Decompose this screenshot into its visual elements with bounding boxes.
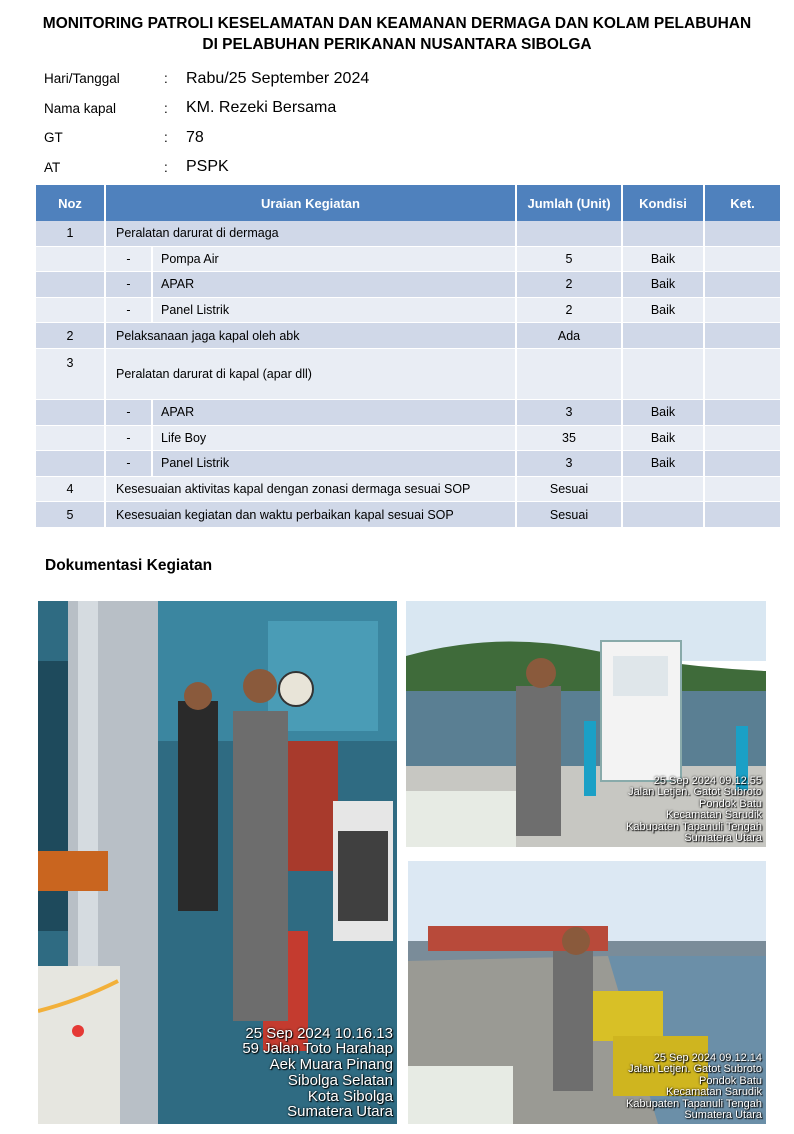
info-row-date <box>44 64 369 94</box>
cell-jumlah: Sesuai <box>517 502 623 528</box>
header-no: Noz <box>36 185 106 221</box>
info-colon: : <box>164 159 168 175</box>
title-line-2: DI PELABUHAN PERIKANAN NUSANTARA SIBOLGA <box>202 36 592 53</box>
cell-item: Peralatan darurat di kapal (apar dll) <box>106 349 517 400</box>
stamp-line: 25 Sep 2024 09.12.55 <box>653 774 762 787</box>
header-kondisi: Kondisi <box>623 185 705 221</box>
cell-kondisi <box>623 323 705 349</box>
photo-dock-inspection <box>408 861 766 1124</box>
cell-ket <box>705 272 780 298</box>
cell-no: 1 <box>36 221 106 247</box>
cell-kondisi: Baik <box>623 451 705 477</box>
cell-kondisi: Baik <box>623 298 705 324</box>
cell-no <box>36 426 106 452</box>
info-colon: : <box>164 71 168 87</box>
info-row-gt <box>44 123 369 153</box>
info-colon: : <box>164 100 168 116</box>
cell-kondisi: Baik <box>623 247 705 273</box>
stamp-line: Kabupaten Tapanuli Tengah <box>626 1097 762 1110</box>
cell-dash: - <box>106 426 153 452</box>
table-row <box>36 426 780 452</box>
cell-ket <box>705 298 780 324</box>
cell-ket <box>705 400 780 426</box>
cell-dash: - <box>106 272 153 298</box>
cell-no <box>36 451 106 477</box>
table-row <box>36 298 780 324</box>
vessel-info <box>44 64 369 182</box>
cell-item: Peralatan darurat di dermaga <box>106 221 517 247</box>
cell-item: APAR <box>153 272 517 298</box>
cell-ket <box>705 426 780 452</box>
cell-no: 2 <box>36 323 106 349</box>
cell-jumlah: 2 <box>517 272 623 298</box>
cell-kondisi: Baik <box>623 426 705 452</box>
table-row <box>36 221 780 247</box>
cell-jumlah <box>517 349 623 400</box>
cell-item: Panel Listrik <box>153 451 517 477</box>
info-value: 78 <box>186 128 204 146</box>
cell-jumlah: 35 <box>517 426 623 452</box>
stamp-line: Sibolga Selatan <box>287 1071 393 1089</box>
stamp-line: Sumatera Utara <box>684 832 762 845</box>
cell-item: Kesesuaian aktivitas kapal dengan zonasi dermaga sesuai SOP <box>106 477 517 503</box>
cell-jumlah: 5 <box>517 247 623 273</box>
cell-ket <box>705 502 780 528</box>
table-header-row <box>36 185 780 221</box>
stamp-line: Jalan Letjen. Gatot Subroto <box>628 1063 762 1076</box>
table-row <box>36 400 780 426</box>
cell-no <box>36 272 106 298</box>
cell-item: APAR <box>153 400 517 426</box>
cell-jumlah: 2 <box>517 298 623 324</box>
info-label: GT <box>44 130 63 146</box>
cell-ket <box>705 477 780 503</box>
documentation-heading: Dokumentasi Kegiatan <box>45 557 213 574</box>
stamp-line: Kabupaten Tapanuli Tengah <box>626 820 762 833</box>
table-row <box>36 451 780 477</box>
cell-no <box>36 247 106 273</box>
info-row-at <box>44 153 369 183</box>
table-row <box>36 247 780 273</box>
stamp-line: Aek Muara Pinang <box>269 1056 393 1073</box>
stamp-line: Sumatera Utara <box>684 1109 762 1122</box>
cell-item: Panel Listrik <box>153 298 517 324</box>
table-row <box>36 272 780 298</box>
stamp-line: Sumatera Utara <box>287 1103 393 1121</box>
cell-jumlah: Sesuai <box>517 477 623 503</box>
stamp-line: 25 Sep 2024 10.16.13 <box>245 1024 393 1042</box>
cell-kondisi <box>623 502 705 528</box>
info-label: AT <box>44 159 61 175</box>
cell-ket <box>705 221 780 247</box>
cell-no <box>36 298 106 324</box>
info-value: KM. Rezeki Bersama <box>186 99 337 117</box>
cell-no: 5 <box>36 502 106 528</box>
cell-jumlah: 3 <box>517 451 623 477</box>
info-value: PSPK <box>186 158 229 176</box>
info-label: Nama kapal <box>44 100 117 116</box>
cell-kondisi: Baik <box>623 272 705 298</box>
document-title <box>0 13 794 55</box>
header-jumlah: Jumlah (Unit) <box>517 185 623 221</box>
cell-item: Pelaksanaan jaga kapal oleh abk <box>106 323 517 349</box>
stamp-line: Kecamatan Sarudik <box>666 1086 762 1099</box>
table-row <box>36 349 780 400</box>
photo-ship-interior <box>38 601 397 1124</box>
cell-kondisi <box>623 221 705 247</box>
cell-jumlah: 3 <box>517 400 623 426</box>
table-row <box>36 323 780 349</box>
cell-ket <box>705 349 780 400</box>
header-ket: Ket. <box>705 185 780 221</box>
stamp-line: Jalan Letjen. Gatot Subroto <box>628 786 762 799</box>
cell-jumlah <box>517 221 623 247</box>
cell-ket <box>705 451 780 477</box>
photo-dock-dispenser <box>406 601 766 847</box>
cell-ket <box>705 247 780 273</box>
stamp-line: Kecamatan Sarudik <box>666 809 762 822</box>
stamp-line: 59 Jalan Toto Harahap <box>242 1040 393 1058</box>
cell-no: 4 <box>36 477 106 503</box>
cell-kondisi <box>623 349 705 400</box>
inspection-table <box>36 185 780 528</box>
cell-item: Pompa Air <box>153 247 517 273</box>
info-colon: : <box>164 130 168 146</box>
photo-2-timestamp <box>626 776 762 845</box>
cell-ket <box>705 323 780 349</box>
photo-3-timestamp <box>626 1053 762 1122</box>
cell-kondisi <box>623 477 705 503</box>
cell-kondisi: Baik <box>623 400 705 426</box>
stamp-line: 25 Sep 2024 09.12.14 <box>653 1051 762 1064</box>
cell-dash: - <box>106 400 153 426</box>
title-line-1: MONITORING PATROLI KESELAMATAN DAN KEAMANAN DERMAGA DAN KOLAM PELABUHAN <box>42 15 752 32</box>
info-label: Hari/Tanggal <box>44 71 120 87</box>
stamp-line: Pondok Batu <box>699 797 762 810</box>
cell-item: Life Boy <box>153 426 517 452</box>
cell-jumlah: Ada <box>517 323 623 349</box>
cell-item: Kesesuaian kegiatan dan waktu perbaikan kapal sesuai SOP <box>106 502 517 528</box>
photo-1-timestamp <box>242 1026 393 1121</box>
cell-no: 3 <box>36 349 106 400</box>
cell-dash: - <box>106 247 153 273</box>
info-value: Rabu/25 September 2024 <box>186 69 370 87</box>
cell-dash: - <box>106 451 153 477</box>
cell-no <box>36 400 106 426</box>
header-uraian: Uraian Kegiatan <box>106 185 517 221</box>
info-row-ship-name <box>44 94 369 124</box>
stamp-line: Pondok Batu <box>699 1074 762 1087</box>
table-row <box>36 477 780 503</box>
table-row <box>36 502 780 528</box>
stamp-line: Kota Sibolga <box>307 1087 393 1105</box>
cell-dash: - <box>106 298 153 324</box>
